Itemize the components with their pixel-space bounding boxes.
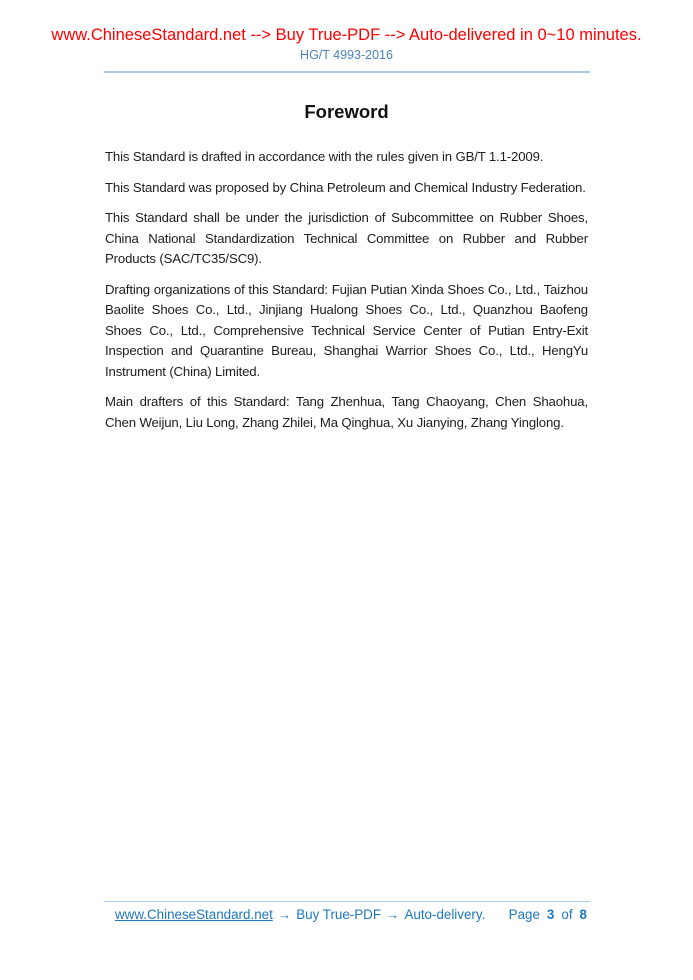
paragraph-jurisdiction: This Standard shall be under the jurisdiction of Subcommittee on Rubber Shoes, China National Standardization Technical Committee on Rubber and Rubber Products (SAC/TC35/SC9).: [105, 210, 588, 266]
footer: [104, 901, 590, 922]
page-of-label: of: [561, 907, 573, 922]
paragraph-proposed-by: This Standard was proposed by China Petroleum and Chemical Industry Federation.: [105, 179, 586, 195]
paragraph-drafting-rules: This Standard is drafted in accordance with the rules given in GB/T 1.1-2009.: [105, 149, 544, 164]
footer-buy-text: Buy True-PDF: [296, 907, 382, 922]
paragraph-main-drafters: Main drafters of this Standard: Tang Zhenhua, Tang Chaoyang, Chen Shaohua, Chen Weijun, Liu Long, Zhang Zhilei, Ma Qinghua, Xu Jianying, Zhang Yinglong.: [105, 394, 588, 430]
paragraph-drafting-organizations: Drafting organizations of this Standard: Fujian Putian Xinda Shoes Co., Ltd., Taizhou Baolite Shoes Co., Ltd., Jinjiang Hualong Shoes Co., Ltd., Quanzhou Baofeng Shoes Co., Ltd., Comprehensive Technical Service Center of Putian Entry-Exit Inspection and Quarantine Bureau, Shanghai Warrior Shoes Co., Ltd., HengYu Instrument (China) Limited.: [105, 281, 588, 379]
page-indicator: [509, 907, 590, 922]
document-body: [105, 147, 588, 443]
page-title: Foreword: [304, 101, 389, 122]
page-label: Page: [508, 907, 540, 922]
header-divider: [104, 71, 590, 73]
arrow-right-icon: →: [277, 907, 292, 922]
footer-link[interactable]: www.ChineseStandard.net: [115, 907, 273, 922]
doc-number: HG/T 4993-2016: [300, 48, 393, 62]
top-banner-link[interactable]: www.ChineseStandard.net --> Buy True-PDF --> Auto-delivered in 0~10 minutes.: [51, 26, 642, 44]
arrow-right-icon: →: [386, 907, 400, 922]
footer-delivery-text: Auto-delivery.: [404, 907, 486, 922]
page-current: 3: [546, 907, 555, 922]
footer-promo: [104, 907, 485, 922]
page-total: 8: [579, 907, 587, 922]
